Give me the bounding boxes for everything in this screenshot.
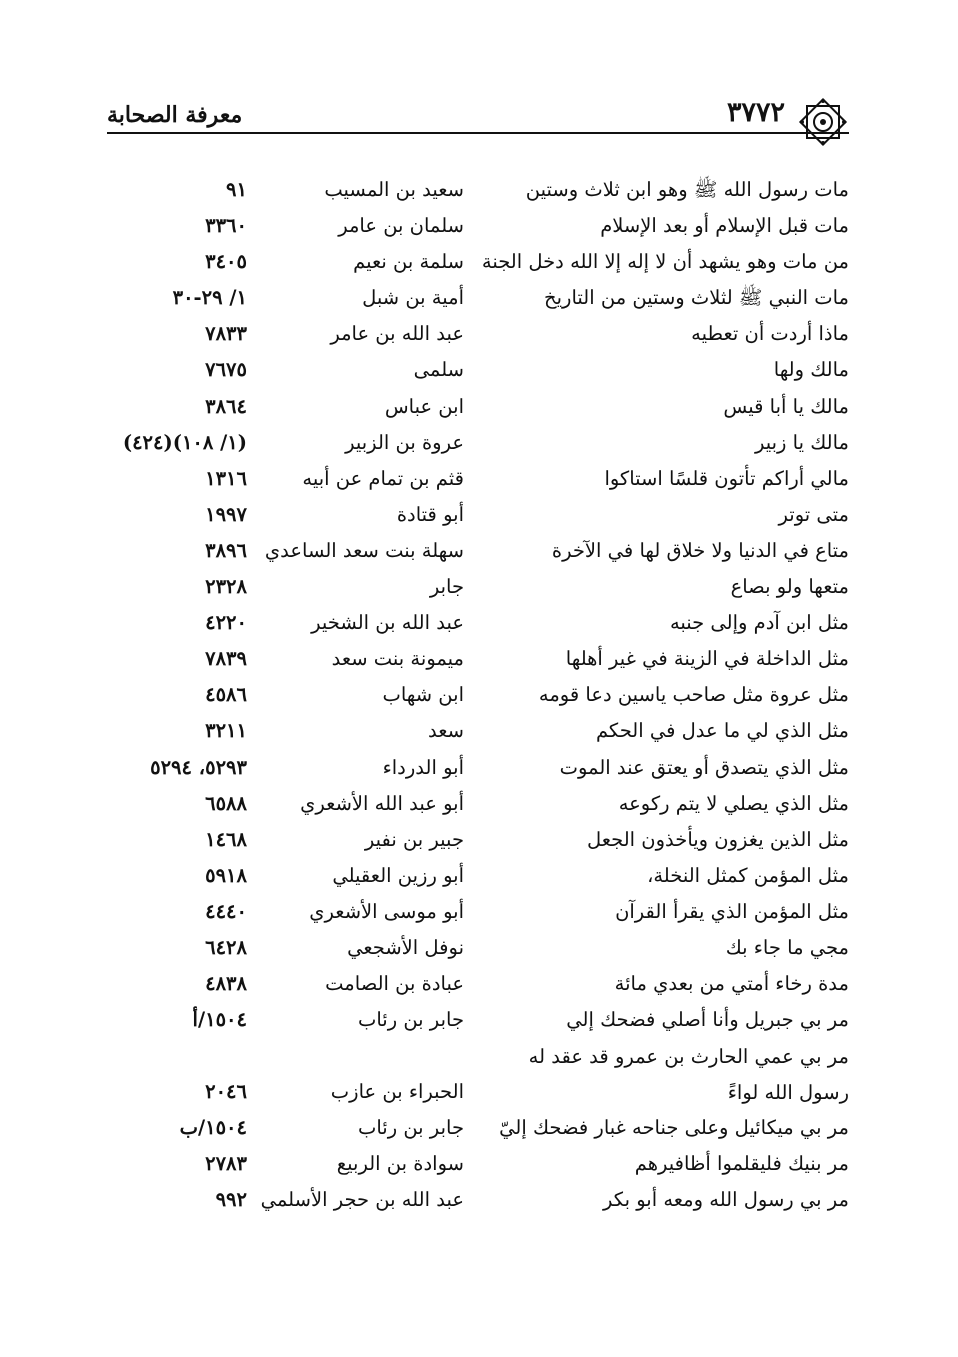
reference-number: ٢٠٤٦ <box>205 1080 247 1104</box>
reference-number: ٣٢١١ <box>205 719 247 743</box>
reference-number: ٢٧٨٣ <box>205 1152 247 1176</box>
hadith-text: مر بنيك فليقلموا أظافيرهم <box>634 1152 849 1176</box>
page-header <box>107 96 849 140</box>
hadith-text: مر بي جبريل وأنا أصلي فضحك إلي <box>566 1008 849 1032</box>
index-row <box>107 642 849 678</box>
reference-number: ١/ ٢٩-٣٠ <box>172 286 247 310</box>
index-row <box>107 317 849 353</box>
hadith-text: متى توتر <box>778 502 849 526</box>
narrator-name: الحبراء بن عازب <box>330 1080 464 1104</box>
narrator-name: أبو موسى الأشعري <box>309 899 464 923</box>
reference-number: ٣٨٦٤ <box>205 394 247 418</box>
reference-number: ٢٣٢٨ <box>205 575 247 599</box>
index-table <box>107 173 849 1220</box>
page-number: ٣٧٧٢ <box>726 97 785 128</box>
narrator-name: جابر <box>429 575 464 599</box>
reference-number: ٧٦٧٥ <box>205 358 247 382</box>
hadith-text: مر بي ميكائيل وعلى جناحه غبار فضحك إليّ <box>499 1116 849 1140</box>
narrator-name: أبو عبد الله الأشعري <box>300 791 464 815</box>
hadith-text: مثل الذي يتصدق أو يعتق عند الموت <box>559 755 849 779</box>
narrator-name: ابن عباس <box>384 394 464 418</box>
hadith-text: مجي ما جاء بك <box>725 935 849 959</box>
narrator-name: ابن شهاب <box>382 683 464 707</box>
index-row <box>107 859 849 895</box>
narrator-name: سلمة بن نعيم <box>353 250 464 274</box>
index-row <box>107 714 849 750</box>
narrator-name: عروة بن الزبير <box>345 430 464 454</box>
hadith-text: مثل الذي يصلي لا يتم ركوعه <box>618 791 849 815</box>
index-row <box>107 353 849 389</box>
hadith-text: مر بي عمي الحارث بن عمرو قد عقد له رسول الله لواءً <box>528 1045 849 1105</box>
index-row <box>107 281 849 317</box>
hadith-text: متاع في الدنيا ولا خلاق لها في الآخرة <box>551 538 849 562</box>
reference-number: ٣٨٩٦ <box>205 538 247 562</box>
hadith-text: مات رسول الله ﷺ وهو ابن ثلاث وستين <box>525 178 849 201</box>
index-row <box>107 1039 849 1111</box>
narrator-name: عبادة بن الصامت <box>325 972 464 996</box>
hadith-text: ماذا أردت أن تعطيه <box>691 322 849 346</box>
hadith-text: مدة رخاء أمتي من بعدي مائة <box>614 972 849 996</box>
hadith-text: مالك يا زبير <box>754 430 849 454</box>
hadith-text: من مات وهو يشهد أن لا إله إلا الله دخل الجنة <box>481 250 849 274</box>
reference-number: ٩٩٢ <box>215 1188 247 1212</box>
narrator-name: سعد <box>428 719 464 743</box>
index-row <box>107 534 849 570</box>
narrator-name: قثم بن تمام عن أبيه <box>302 466 464 490</box>
reference-number: ٤٤٤٠ <box>205 899 247 923</box>
hadith-text: مثل المؤمن كمثل النخلة، <box>647 863 849 887</box>
index-row <box>107 787 849 823</box>
index-row <box>107 823 849 859</box>
octagram-ornament-icon <box>797 96 849 148</box>
hadith-text: مالي أراكم تأتون قلسًا استاكوا <box>604 466 849 490</box>
reference-number: ٦٤٢٨ <box>205 935 247 959</box>
narrator-name: سلمى <box>413 358 464 382</box>
hadith-text: مثل ابن آدم وإلى جنبه <box>669 611 849 635</box>
header-rule <box>107 132 849 134</box>
reference-number: ٣٤٠٥ <box>205 250 247 274</box>
narrator-name: أبو الدرداء <box>382 755 464 779</box>
hadith-text: مالك ولها <box>773 358 849 382</box>
hadith-text: متعها ولو بصاع <box>730 575 849 599</box>
reference-number: ١٥٠٤/ب <box>179 1116 247 1140</box>
reference-number: ٦٥٨٨ <box>205 791 247 815</box>
narrator-name: أبو قتادة <box>396 502 464 526</box>
hadith-text: مالك يا أبا قيس <box>723 394 849 418</box>
hadith-text: مثل عروة مثل صاحب ياسين دعا قومه <box>538 683 849 707</box>
index-row <box>107 678 849 714</box>
index-row <box>107 931 849 967</box>
narrator-name: جابر بن رئاب <box>358 1008 464 1032</box>
index-row <box>107 390 849 426</box>
reference-number: ١٩٩٧ <box>205 502 247 526</box>
index-row <box>107 1183 849 1219</box>
reference-number: ٧٨٣٣ <box>205 322 247 346</box>
narrator-name: عبد الله بن الشخير <box>311 611 464 635</box>
reference-number: ٩١ <box>226 178 247 201</box>
index-row <box>107 895 849 931</box>
running-title: معرفة الصحابة <box>107 102 243 128</box>
index-row <box>107 173 849 209</box>
narrator-name: أبو رزين العقيلي <box>332 863 464 887</box>
hadith-text: مثل الداخلة في الزينة في غير أهلها <box>565 647 849 671</box>
index-row <box>107 426 849 462</box>
index-row <box>107 1111 849 1147</box>
narrator-name: جابر بن رئاب <box>358 1116 464 1140</box>
hadith-text: مثل المؤمن الذي يقرأ القرآن <box>615 899 849 923</box>
narrator-name: سلمان بن عامر <box>338 214 464 238</box>
index-row <box>107 751 849 787</box>
reference-number: ٤٢٢٠ <box>205 611 247 635</box>
reference-number: ٧٨٣٩ <box>205 647 247 671</box>
reference-number: ١٤٦٨ <box>205 827 247 851</box>
index-row <box>107 570 849 606</box>
index-row <box>107 1147 849 1183</box>
index-row <box>107 462 849 498</box>
reference-number: ٥٢٩٣، ٥٢٩٤ <box>150 755 247 779</box>
narrator-name: عبد الله بن عامر <box>330 322 464 346</box>
index-row <box>107 245 849 281</box>
index-row <box>107 606 849 642</box>
reference-number: ٣٣٦٠ <box>205 214 247 238</box>
reference-number: ٤٨٣٨ <box>205 972 247 996</box>
narrator-name: ميمونة بنت سعد <box>331 647 464 671</box>
narrator-name: سعيد بن المسيب <box>324 178 464 201</box>
narrator-name: نوفل الأشجعي <box>347 935 464 959</box>
narrator-name: سهلة بنت سعد الساعدي <box>264 538 464 562</box>
hadith-text: مات النبي ﷺ لثلاث وستين من التاريخ <box>544 286 849 310</box>
hadith-text: مثل الذي لي ما عدل في الحكم <box>595 719 849 743</box>
reference-number: (١/ ١٠٨)(٤٢٤) <box>122 430 247 454</box>
index-row <box>107 209 849 245</box>
narrator-name: جبير بن نفير <box>364 827 464 851</box>
index-row <box>107 967 849 1003</box>
narrator-name: سوادة بن الربيع <box>336 1152 464 1176</box>
reference-number: ٥٩١٨ <box>205 863 247 887</box>
hadith-text: مثل الذين يغزون ويأخذون الجعل <box>586 827 849 851</box>
index-row <box>107 498 849 534</box>
reference-number: ٤٥٨٦ <box>205 683 247 707</box>
hadith-text: مر بي رسول الله ومعه أبو بكر <box>603 1188 849 1212</box>
reference-number: ١٣١٦ <box>205 466 247 490</box>
narrator-name: عبد الله بن حجر الأسلمي <box>260 1188 464 1212</box>
index-row <box>107 1003 849 1039</box>
reference-number: ١٥٠٤/أ <box>192 1008 247 1032</box>
hadith-text: مات قبل الإسلام أو بعد الإسلام <box>600 214 849 238</box>
narrator-name: أمية بن شبل <box>362 286 464 310</box>
